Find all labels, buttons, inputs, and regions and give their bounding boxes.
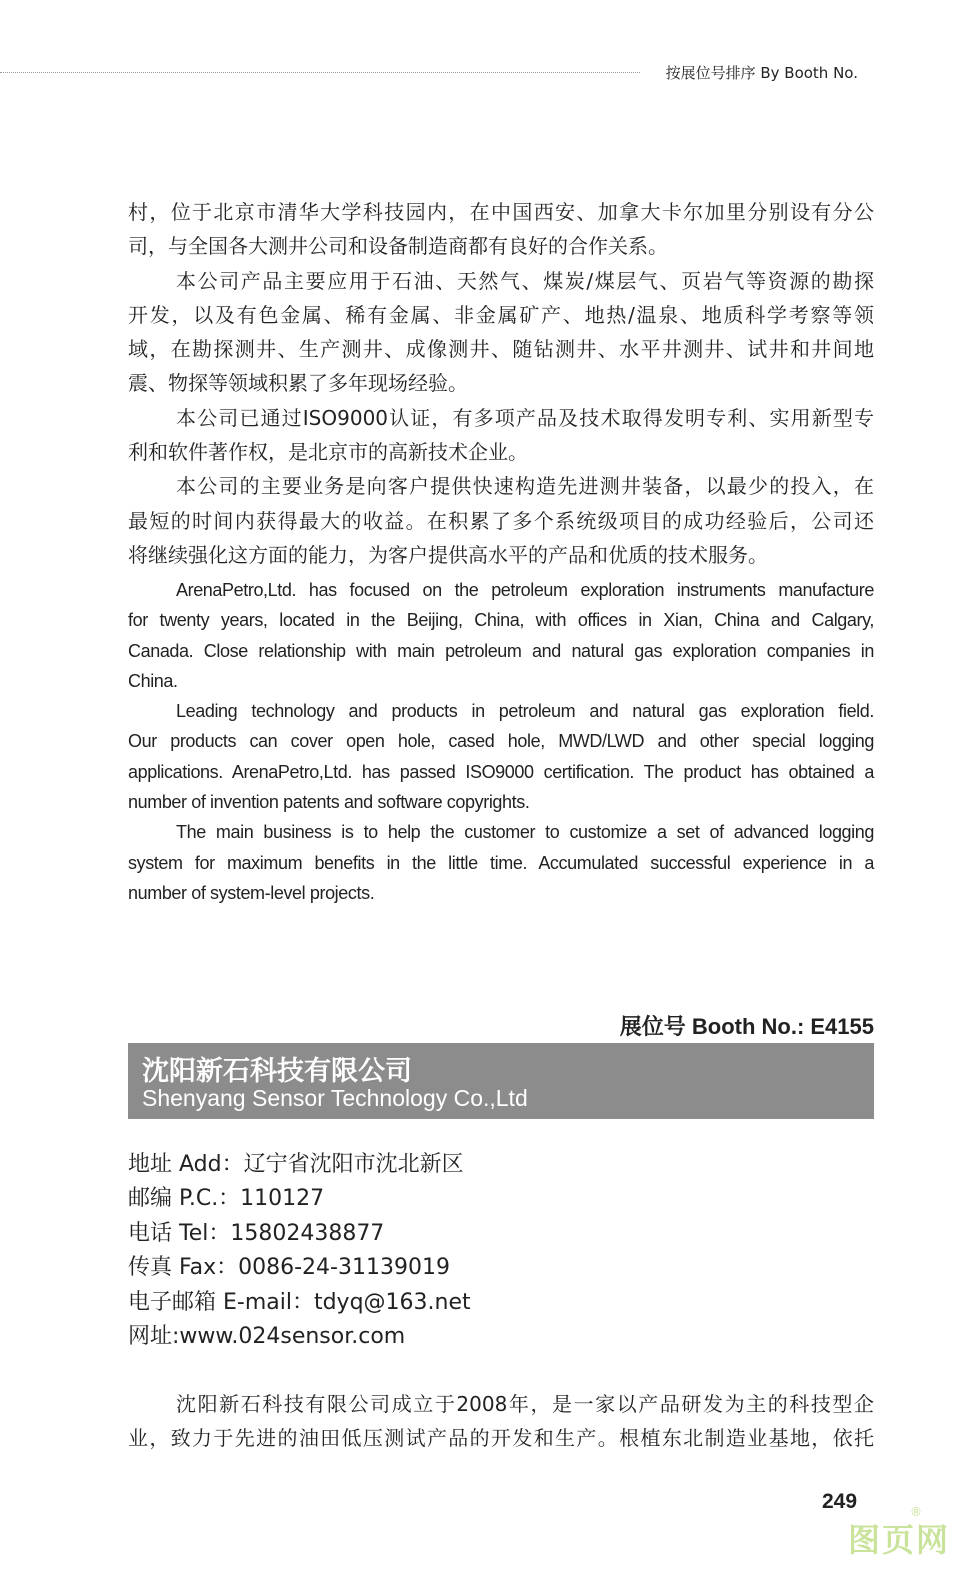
company-title-bar	[128, 1043, 874, 1119]
address: 地址 Add：辽宁省沈阳市沈北新区	[128, 1152, 464, 1177]
postcode: 邮编 P.C.：110127	[128, 1186, 325, 1212]
prev-company-description-en	[128, 575, 874, 908]
email: 电子邮箱 E-mail：tdyq@163.net	[128, 1289, 471, 1315]
text-line: 域，在勘探测井、生产测井、成像测井、随钻测井、水平井测井、试井和井间地	[128, 337, 874, 362]
registered-mark: ®	[910, 1505, 924, 1519]
text-line: number of invention patents and software copyrights.	[128, 792, 530, 813]
text-line: Leading technology and products in petroleum and natural gas exploration field.	[176, 701, 874, 722]
text-line: 利和软件著作权，是北京市的高新技术企业。	[128, 440, 528, 465]
text-line: 震、物探等领域积累了多年现场经验。	[128, 371, 468, 396]
telephone: 电话 Tel：15802438877	[128, 1220, 385, 1246]
text-line: 沈阳新石科技有限公司成立于2008年，是一家以产品研发为主的科技型企	[176, 1392, 874, 1416]
text-line: 开发，以及有色金属、稀有金属、非金属矿产、地热/温泉、地质科学考察等领	[128, 302, 874, 327]
text-line: 司，与全国各大测井公司和设备制造商都有良好的合作关系。	[128, 234, 668, 259]
text-line: China.	[128, 670, 178, 691]
website: 网址:www.024sensor.com	[128, 1323, 406, 1349]
header-divider	[0, 72, 640, 73]
booth-number: 展位号 Booth No.: E4155	[619, 1014, 874, 1039]
text-line: Our products can cover open hole, cased hole, MWD/LWD and other special logging	[128, 731, 874, 752]
fax: 传真 Fax：0086-24-31139019	[128, 1255, 450, 1281]
prev-company-description-zh	[128, 195, 874, 572]
page-number: 249	[822, 1490, 858, 1513]
text-line: ArenaPetro,Ltd. has focused on the petroleum exploration instruments manufacture	[176, 580, 874, 600]
contact-info	[128, 1148, 471, 1354]
text-line: for twenty years, located in the Beijing, China, with offices in Xian, China and Calgary,	[128, 610, 874, 631]
text-line: 业，致力于先进的油田低压测试产品的开发和生产。根植东北制造业基地，依托	[128, 1426, 874, 1451]
company-name-cn: 沈阳新石科技有限公司	[142, 1056, 412, 1087]
text-line: 最短的时间内获得最大的收益。在积累了多个系统级项目的成功经验后，公司还	[128, 508, 874, 533]
text-line: 本公司的主要业务是向客户提供快速构造先进测井装备，以最少的投入，在	[176, 474, 874, 499]
watermark-text: 图页网	[848, 1521, 951, 1559]
text-line: system for maximum benefits in the little time. Accumulated successful experience in a	[128, 852, 874, 873]
text-line: 本公司已通过ISO9000认证，有多项产品及技术取得发明专利、实用新型专	[176, 405, 874, 430]
text-line: 村，位于北京市清华大学科技园内，在中国西安、加拿大卡尔加里分别设有分公	[128, 200, 874, 224]
section-header: 按展位号排序 By Booth No.	[665, 64, 858, 82]
watermark-logo	[848, 1505, 951, 1561]
text-line: 本公司产品主要应用于石油、天然气、煤炭/煤层气、页岩气等资源的勘探	[176, 268, 874, 293]
text-line: applications. ArenaPetro,Ltd. has passed ISO9000 certification. The product has obtained a	[128, 761, 874, 782]
text-line: Canada. Close relationship with main petroleum and natural gas exploration companies in	[128, 640, 874, 661]
text-line: The main business is to help the customer to customize a set of advanced logging	[176, 822, 874, 843]
text-line: number of system-level projects.	[128, 882, 375, 903]
text-line: 将继续强化这方面的能力，为客户提供高水平的产品和优质的技术服务。	[128, 542, 768, 567]
company-description-zh	[128, 1387, 874, 1456]
company-name-en: Shenyang Sensor Technology Co.,Ltd	[142, 1085, 528, 1111]
